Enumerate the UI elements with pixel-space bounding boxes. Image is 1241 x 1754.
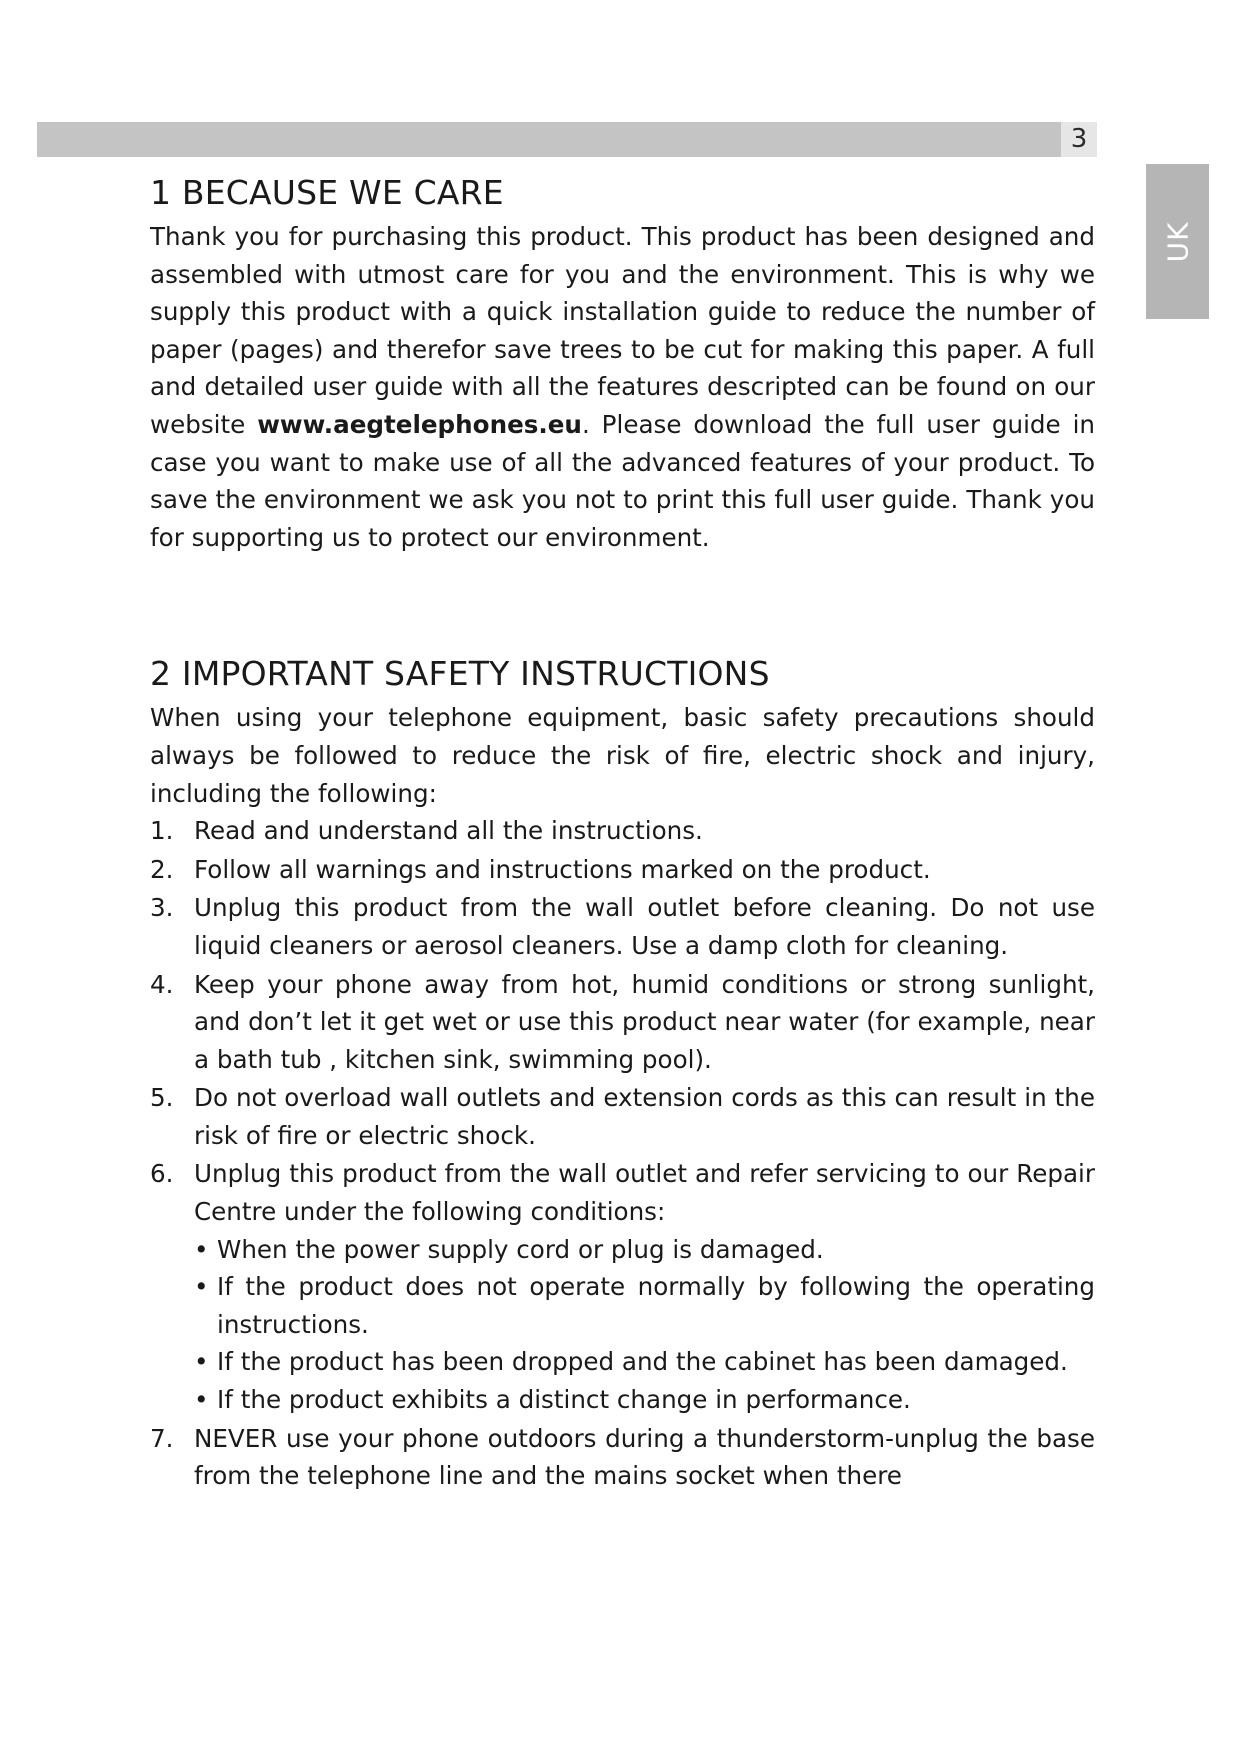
condition-text: When the power supply cord or plug is damaged.	[217, 1234, 824, 1264]
instruction-number: 7.	[150, 1423, 174, 1453]
instruction-item-2	[150, 851, 1095, 889]
instruction-number: 1.	[150, 816, 174, 846]
instruction-number: 6.	[150, 1159, 174, 1189]
instruction-text: Unplug this product from the wall outlet and refer servicing to our Repair Centre under the following conditions:	[194, 1159, 1095, 1227]
instruction-number: 3.	[150, 893, 174, 923]
instruction-text: Unplug this product from the wall outlet before cleaning. Do not use liquid cleaners or aerosol cleaners. Use a damp cloth for cleaning.	[194, 893, 1095, 960]
instruction-item-7	[150, 1420, 1095, 1495]
condition-text: If the product has been dropped and the cabinet has been damaged.	[217, 1347, 1068, 1377]
section-2-title: 2 IMPORTANT SAFETY INSTRUCTIONS	[150, 654, 770, 694]
servicing-conditions-list	[194, 1231, 1095, 1419]
bullet: •	[194, 1347, 209, 1377]
instruction-number: 4.	[150, 969, 174, 999]
instruction-item-5	[150, 1079, 1095, 1154]
instruction-number: 5.	[150, 1083, 174, 1113]
section-2-intro: When using your telephone equipment, basic safety precautions should always be followed to reduce the risk of fire, electric shock and injury, including the following:	[150, 703, 1095, 808]
instruction-item-1	[150, 812, 1095, 850]
condition-text: If the product exhibits a distinct change in performance.	[217, 1385, 911, 1415]
page-content	[150, 170, 1095, 1496]
condition-item	[194, 1231, 1095, 1269]
page-number: 3	[1061, 122, 1097, 157]
instruction-number: 2.	[150, 854, 174, 884]
instruction-text: Follow all warnings and instructions marked on the product.	[194, 854, 931, 884]
safety-instructions-list	[150, 812, 1095, 1495]
instruction-text: Do not overload wall outlets and extension cords as this can result in the risk of fire or electric shock.	[194, 1083, 1095, 1150]
language-tab	[1146, 164, 1209, 319]
section-1-title: 1 BECAUSE WE CARE	[150, 173, 504, 212]
website-link[interactable]: www.aegtelephones.eu	[257, 409, 582, 439]
condition-text: If the product does not operate normally by following the operating instructions.	[217, 1272, 1095, 1339]
section-1-text-before-link: Thank you for purchasing this product. This product has been designed and assembled with utmost care for you and the environment. This is why we supply this product with a quick installation guide to reduce the number of paper (pages) and therefor save trees to be cut for making this paper. A full and detailed user guide with all the features descripted can be found on our website	[150, 222, 1095, 439]
condition-item	[194, 1268, 1095, 1343]
instruction-text: Read and understand all the instructions.	[194, 816, 703, 846]
section-spacer	[150, 556, 1095, 651]
instruction-text: Keep your phone away from hot, humid conditions or strong sunlight, and don’t let it get wet or use this product near water (for example, near a bath tub , kitchen sink, swimming pool).	[194, 969, 1095, 1074]
language-tab-label: UK	[1161, 221, 1194, 262]
condition-item	[194, 1381, 1095, 1419]
condition-item	[194, 1343, 1095, 1381]
section-1-text-after-link: . Please download the full user guide in case you want to make use of all the advanced features of your product. To save the environment we ask you not to print this full user guide. Thank you for supporting us to protect our environment.	[150, 409, 1095, 552]
bullet: •	[194, 1234, 209, 1264]
header-bar	[37, 122, 1061, 157]
instruction-item-3	[150, 889, 1095, 964]
instruction-item-6	[150, 1155, 1095, 1418]
instruction-text: NEVER use your phone outdoors during a thunderstorm-unplug the base from the telephone line and the mains socket when there	[194, 1423, 1095, 1491]
section-1-body	[150, 218, 1095, 556]
bullet: •	[194, 1385, 209, 1415]
instruction-item-4	[150, 966, 1095, 1079]
bullet: •	[194, 1272, 209, 1302]
